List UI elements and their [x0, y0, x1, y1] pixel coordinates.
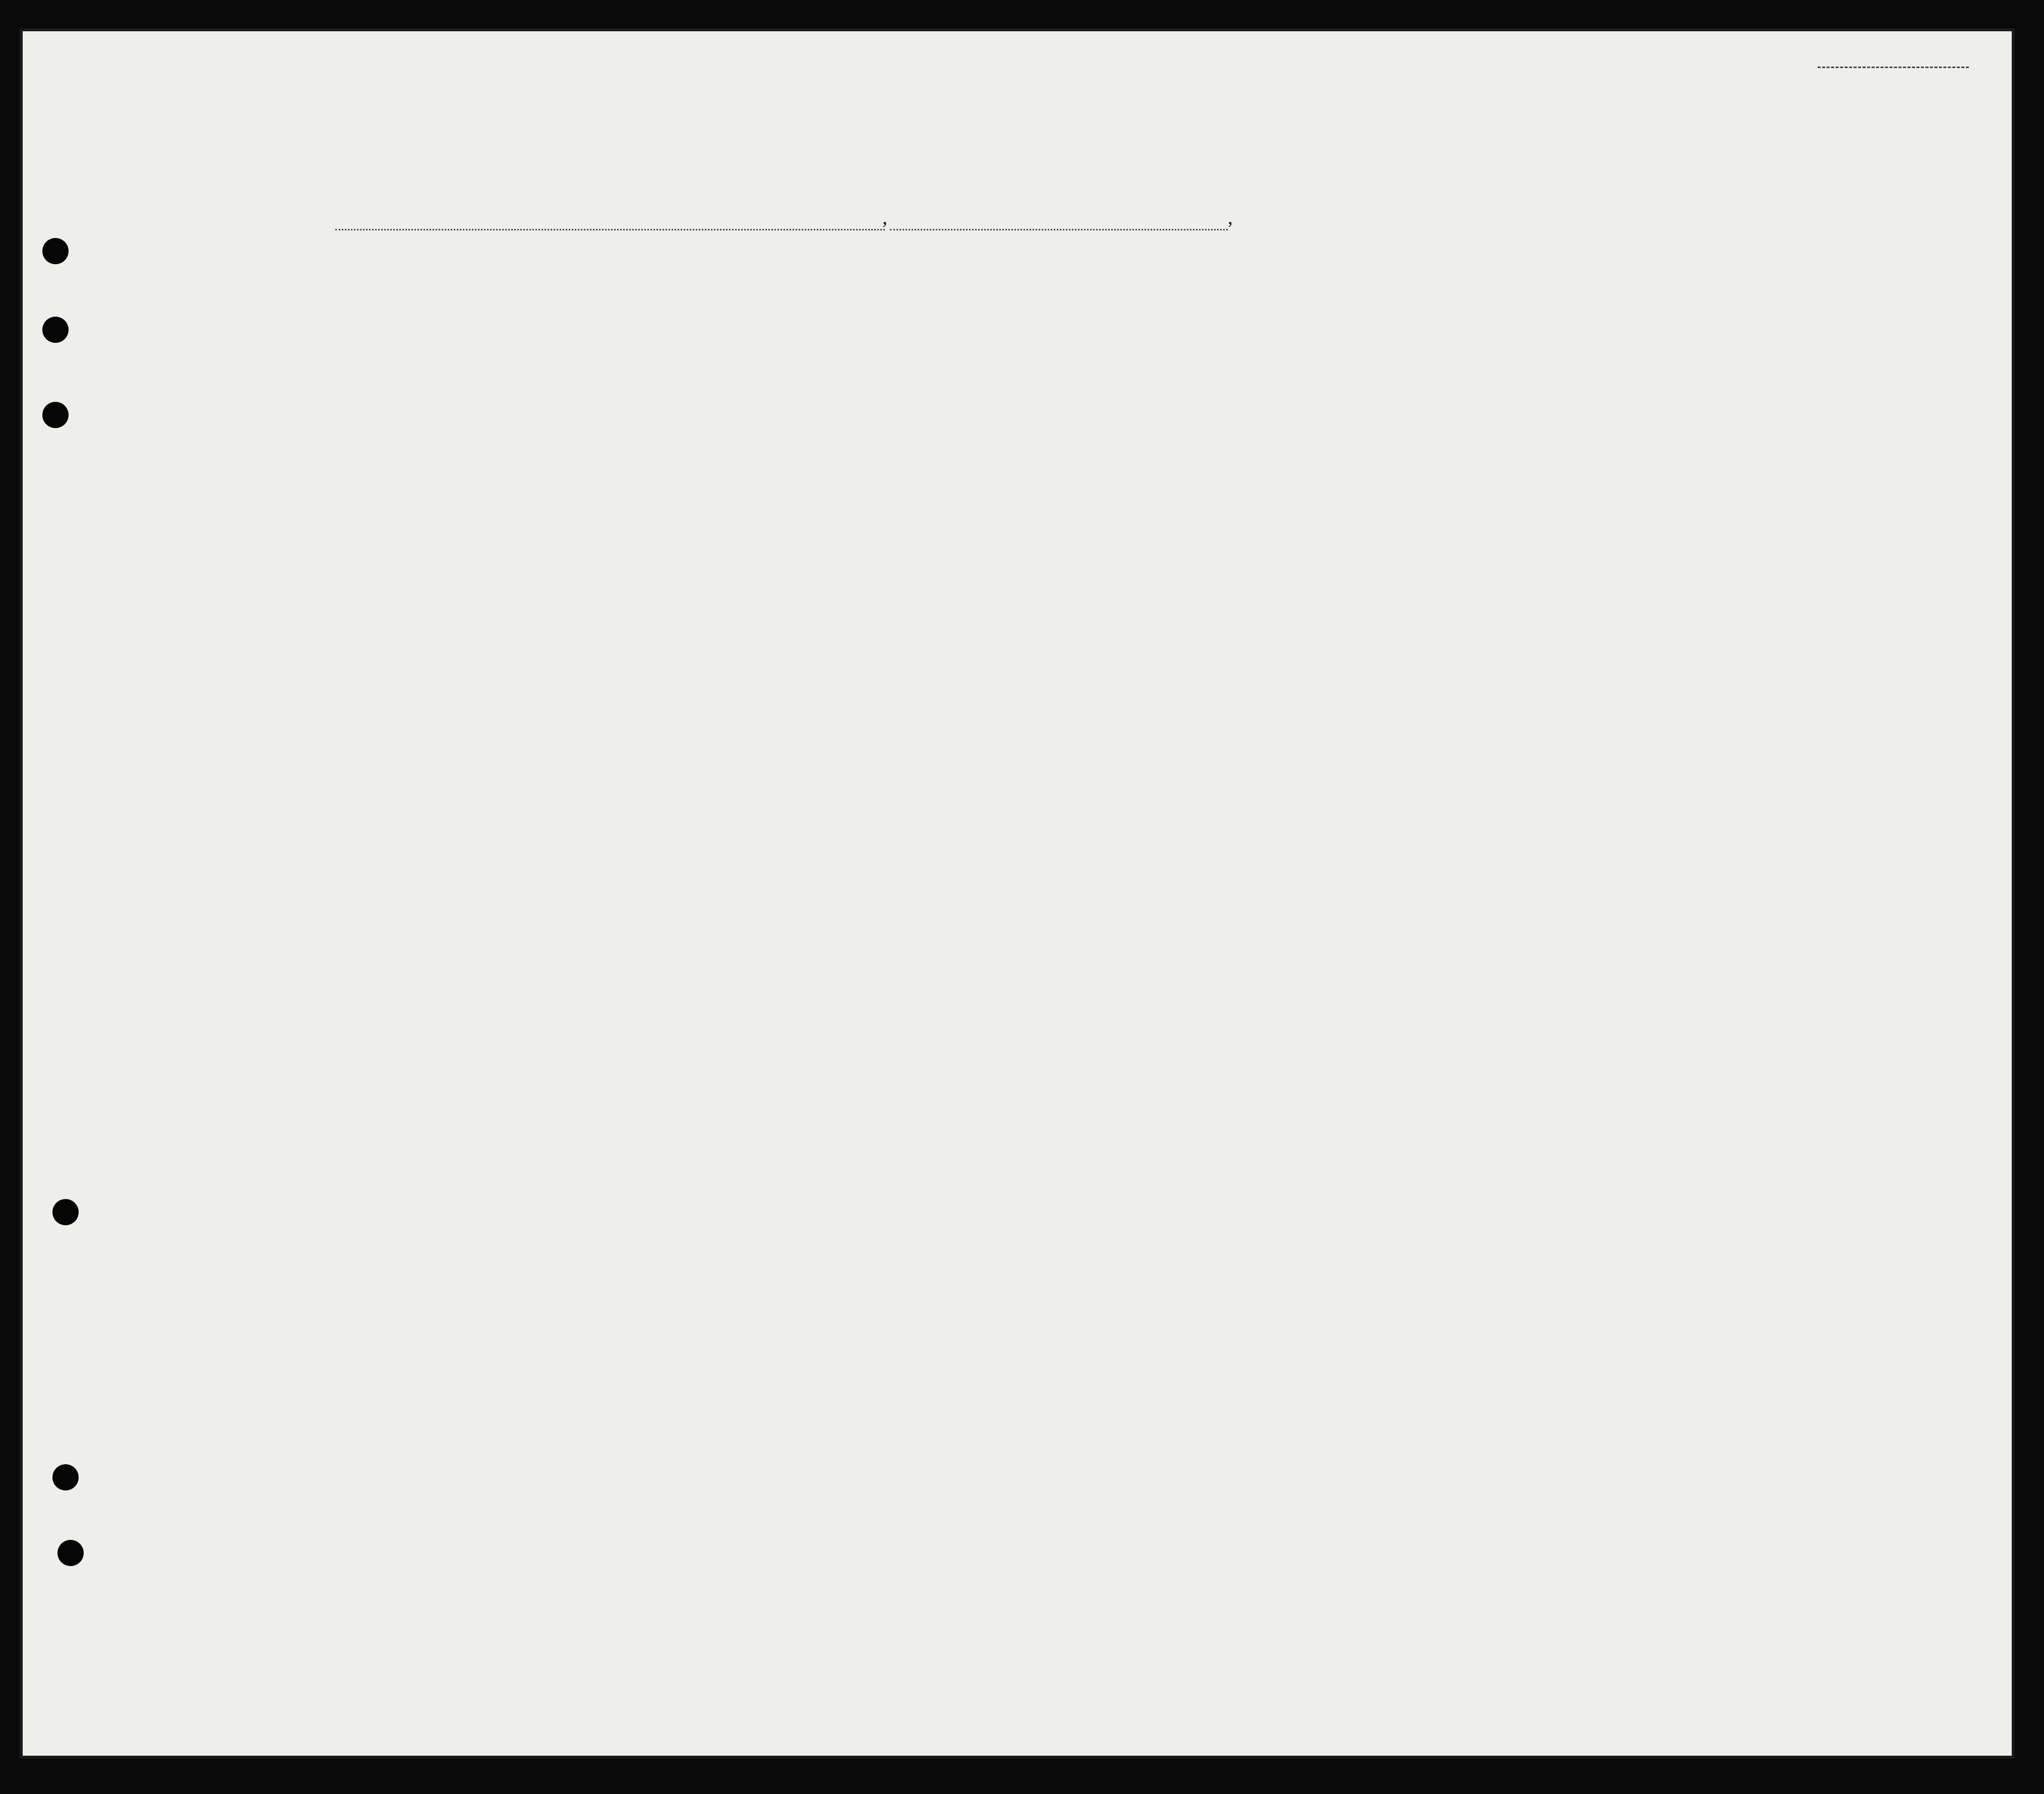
binder-hole	[42, 317, 69, 343]
binder-hole	[52, 1464, 79, 1490]
binder-hole	[42, 238, 69, 264]
binder-hole	[57, 1540, 84, 1566]
manifest-sheet	[23, 31, 2012, 1756]
binder-hole	[42, 402, 69, 428]
comma: ,	[1228, 206, 1233, 228]
table-grid	[23, 31, 2012, 1756]
comma: ,	[882, 206, 887, 228]
binder-hole	[52, 1199, 79, 1225]
